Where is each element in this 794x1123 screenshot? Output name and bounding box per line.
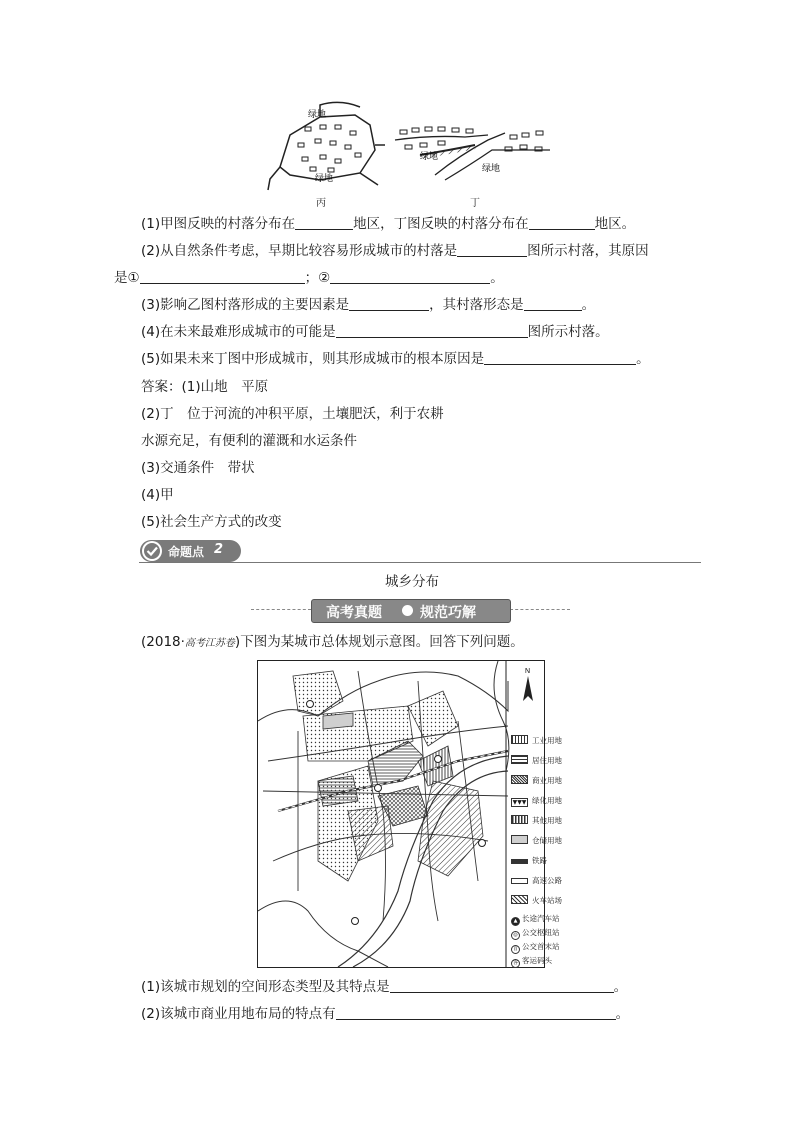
check-icon xyxy=(142,541,162,561)
legend-green: ▼▼▼ 绿化用地 xyxy=(512,796,562,806)
q-b2-pre: (2)该城市商业用地布局的特点有 xyxy=(141,1006,336,1022)
north-label: N xyxy=(525,668,531,675)
answer-line-4: (3)交通条件 带状 xyxy=(141,460,255,476)
answer-blank[interactable] xyxy=(524,296,582,311)
section-divider xyxy=(139,562,701,563)
question-a-4 xyxy=(141,323,609,341)
q-a4-pre: (4)在未来最难形成城市的可能是 xyxy=(141,324,336,340)
legend-commercial: 商业用地 xyxy=(511,775,562,786)
banner-dot-icon xyxy=(402,605,413,616)
q-a1-pre: (1)甲图反映的村落分布在 xyxy=(141,216,296,232)
bing-greenland-top: 绿地 xyxy=(308,109,327,119)
section-badge-label: 命题点 xyxy=(168,545,205,559)
q-b1-pre: (1)该城市规划的空间形态类型及其特点是 xyxy=(141,979,390,995)
figure-label-ding: 丁 xyxy=(470,198,480,209)
q-a2-pre: (2)从自然条件考虑，早期比较容易形成城市的村落是 xyxy=(141,243,458,259)
answer-line-3: 水源充足，有便利的灌溉和水运条件 xyxy=(141,433,357,449)
question-a-3 xyxy=(141,296,595,314)
banner-left-text: 高考真题 xyxy=(326,605,382,621)
bing-greenland-bottom: 绿地 xyxy=(315,173,334,183)
question-a-1 xyxy=(141,215,635,233)
question-a-2 xyxy=(141,242,649,260)
banner-right-text: 规范巧解 xyxy=(420,605,476,621)
legend-other: 其他用地 xyxy=(511,815,562,826)
legend-coach-station: ▲ 长途汽车站 xyxy=(511,913,560,926)
legend-bus-terminal: 首 公交首末站 xyxy=(512,942,560,952)
legend-railway: 铁路 xyxy=(511,855,547,866)
q-a1-post: 地区。 xyxy=(594,216,636,232)
question-a-2-cont xyxy=(114,269,504,287)
q-a3-post: 。 xyxy=(581,297,596,313)
answer-blank[interactable] xyxy=(529,215,595,230)
city-map xyxy=(257,660,545,968)
intro-year: (2018· xyxy=(141,634,185,650)
answer-blank[interactable] xyxy=(336,323,528,338)
answer-line-2: (2)丁 位于河流的冲积平原，土壤肥沃，利于农耕 xyxy=(141,406,444,422)
section-banner xyxy=(311,599,511,623)
intro-source: 高考江苏卷 xyxy=(184,638,235,649)
q-a2c-post: 。 xyxy=(490,270,504,286)
q-b2-post: 。 xyxy=(615,1006,630,1022)
question-a-5 xyxy=(141,350,650,368)
answer-line-5: (4)甲 xyxy=(141,487,174,503)
answer-line-6: (5)社会生产方式的改变 xyxy=(141,514,282,530)
legend-ferry: 客 客运码头 xyxy=(512,956,552,966)
ding-greenland-right: 绿地 xyxy=(482,163,501,173)
banner-rule-right xyxy=(510,609,570,610)
legend-train-station: 火车站场 xyxy=(511,895,562,906)
q-a2-post: 图所示村落，其原因 xyxy=(527,243,649,259)
section-title: 城乡分布 xyxy=(385,574,439,590)
question-b-1 xyxy=(141,978,627,996)
village-figures xyxy=(260,95,560,210)
q-a3-mid: ，其村落形态是 xyxy=(429,297,524,313)
question-intro xyxy=(141,633,524,653)
answer-blank[interactable] xyxy=(349,296,429,311)
legend-bus-hub: ◎ 公交枢纽站 xyxy=(511,927,560,940)
q-a2c-mid: ；② xyxy=(304,270,331,286)
legend-residential: 居住用地 xyxy=(511,755,562,766)
question-b-2 xyxy=(141,1005,629,1023)
answer-blank[interactable] xyxy=(484,350,636,365)
legend-expressway: 高速公路 xyxy=(511,875,562,886)
section-badge-number: 2 xyxy=(214,542,224,557)
figure-label-bing: 丙 xyxy=(316,198,326,209)
answer-blank[interactable] xyxy=(140,269,305,284)
answer-line-1: 答案：(1)山地 平原 xyxy=(141,379,269,395)
q-a3-pre: (3)影响乙图村落形成的主要因素是 xyxy=(141,297,350,313)
q-a5-pre: (5)如果未来丁图中形成城市，则其形成城市的根本原因是 xyxy=(141,351,485,367)
banner-rule-left xyxy=(251,609,311,610)
q-a5-post: 。 xyxy=(636,351,650,367)
city-map-canvas xyxy=(258,661,544,967)
answer-blank[interactable] xyxy=(390,978,614,993)
ding-greenland-left: 绿地 xyxy=(420,151,439,161)
answer-blank[interactable] xyxy=(295,215,353,230)
answer-blank[interactable] xyxy=(457,242,527,257)
intro-text: )下图为某城市总体规划示意图。回答下列问题。 xyxy=(234,634,524,650)
q-a2c-pre: 是① xyxy=(114,270,140,286)
legend-industrial: 工业用地 xyxy=(511,735,562,746)
answer-blank[interactable] xyxy=(336,1005,616,1020)
answer-blank[interactable] xyxy=(330,269,490,284)
q-a4-post: 图所示村落。 xyxy=(527,324,609,340)
q-a1-mid: 地区，丁图反映的村落分布在 xyxy=(353,216,529,232)
legend-storage: 仓储用地 xyxy=(511,835,562,846)
q-b1-post: 。 xyxy=(613,979,628,995)
section-badge xyxy=(140,540,241,562)
figure-ding xyxy=(395,127,550,180)
